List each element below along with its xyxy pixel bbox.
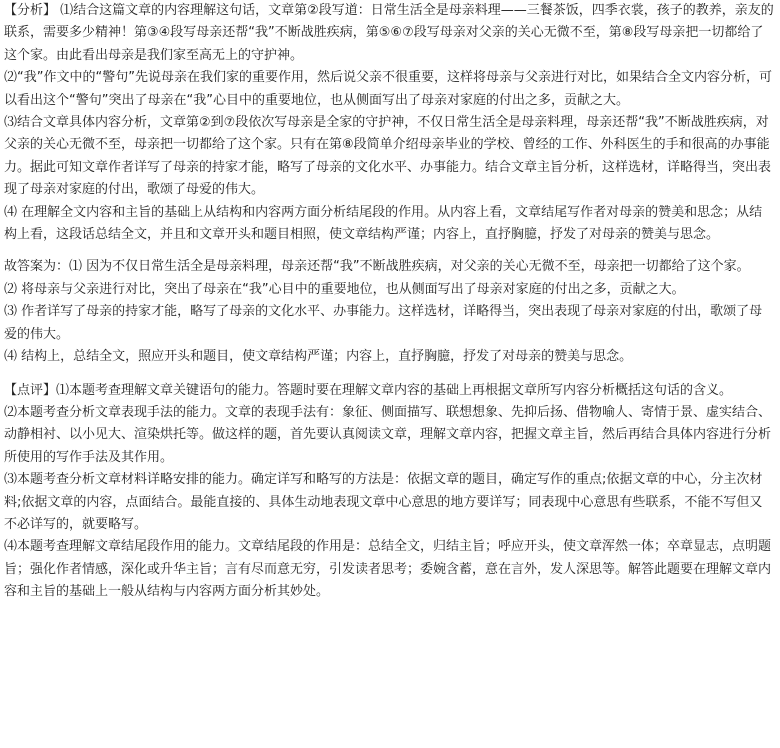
answer-1: 故答案为：⑴ 因为不仅日常生活全是母亲料理，母亲还帮“我”不断战胜疾病，对父亲的关心无微不至，母亲把一切都给了这个家。 xyxy=(4,259,750,275)
answer-3: ⑶ 作者详写了母亲的持家才能，略写了母亲的文化水平、办事能力。这样选材，详略得当，突出表现了母亲对家庭的付出，歌颂了母爱的伟大。 xyxy=(4,304,763,342)
answer-2: ⑵ 将母亲与父亲进行对比，突出了母亲在“我”心目中的重要地位，也从侧面写出了母亲对家庭的付出之多，贡献之大。 xyxy=(4,281,685,297)
comment-paragraph-2: ⑵本题考查分析文章表现手法的能力。文章的表现手法有：象征、侧面描写、联想想象、先抑后扬、借物喻人、寄情于景、虚实结合、动静相衬、以小见大、渲染烘托等。做这样的题，首先要认真阅读文章，理解文章内容，把握文章主旨，然后再结合具体内容进行分析所使用的写作手法及其作用。 xyxy=(4,404,772,465)
section-gap xyxy=(4,246,774,256)
answer-4: ⑷ 结构上，总结全文，照应开头和题目，使文章结构严谨；内容上，直抒胸臆，抒发了对母亲的赞美与思念。 xyxy=(4,349,633,365)
analysis-paragraph-3: ⑶结合文章具体内容分析，文章第②到⑦段依次写母亲是全家的守护神，不仅日常生活全是母亲料理，母亲还帮“我”不断战胜疾病，对父亲的关心无微不至，母亲把一切都给了这个家。只有在第⑧段简单介绍母亲毕业的学校、曾经的工作、外科医生的手和很高的办事能力。据此可知文章作者详写了母亲的持家才能，略写了母亲的文化水平、办事能力。结合文章主旨分析，这样选材，详略得当，突出表现了母亲对家庭的付出，歌颂了母爱的伟大。 xyxy=(4,115,772,198)
answers-section xyxy=(4,256,774,368)
comment-paragraph-4: ⑷本题考查理解文章结尾段作用的能力。文章结尾段的作用是：总结全文，归结主旨；呼应开头，使文章浑然一体；卒章显志，点明题旨；强化作者情感，深化或升华主旨；言有尽而意无穷，引发读者思考；委婉含蓄，意在言外，发人深思等。解答此题要在理解文章内容和主旨的基础上一般从结构与内容两方面分析其妙处。 xyxy=(4,539,772,600)
comment-paragraph-1: 【点评】⑴本题考查理解文章关键语句的能力。答题时要在理解文章内容的基础上再根据文章所写内容分析概括这句话的含义。 xyxy=(4,382,733,398)
comment-paragraph-3: ⑶本题考查分析文章材料详略安排的能力。确定详写和略写的方法是：依据文章的题目，确定写作的重点;依据文章的中心，分主次材料;依据文章的内容，点面结合。最能直接的、具体生动地表现文章中心意思的地方要详写；同表现中心意思有些联系，不能不写但又不必详写的，就要略写。 xyxy=(4,472,763,532)
analysis-paragraph-2: ⑵“我”作文中的“警句”先说母亲在我们家的重要作用，然后说父亲不很重要，这样将母亲与父亲进行对比，如果结合全文内容分析，可以看出这个“警句”突出了母亲在“我”心目中的重要地位，也从侧面写出了母亲对家庭的付出之多，贡献之大。 xyxy=(4,70,772,108)
section-gap xyxy=(4,369,774,380)
comment-section xyxy=(4,380,774,604)
analysis-paragraph-4: ⑷ 在理解全文内容和主旨的基础上从结构和内容两方面分析结尾段的作用。从内容上看，文章结尾写作者对母亲的赞美和思念；从结构上看，这段话总结全文，并且和文章开头和题目相照，使文章结构严谨；内容上，直抒胸臆，抒发了对母亲的赞美与思念。 xyxy=(4,204,763,243)
analysis-paragraph-1: 【分析】 ⑴结合这篇文章的内容理解这句话，文章第②段写道：日常生活全是母亲料理——三餐茶饭，四季衣裳，孩子的教养，亲友的联系，需要多少精神！第③④段写母亲还帮“我”不断战胜疾病，第⑤⑥⑦段写母亲对父亲的关心无微不至，第⑧段写母亲把一切都给了这个家。由此看出母亲是我们家至高无上的守护神。 xyxy=(4,3,774,63)
analysis-section xyxy=(4,0,774,246)
